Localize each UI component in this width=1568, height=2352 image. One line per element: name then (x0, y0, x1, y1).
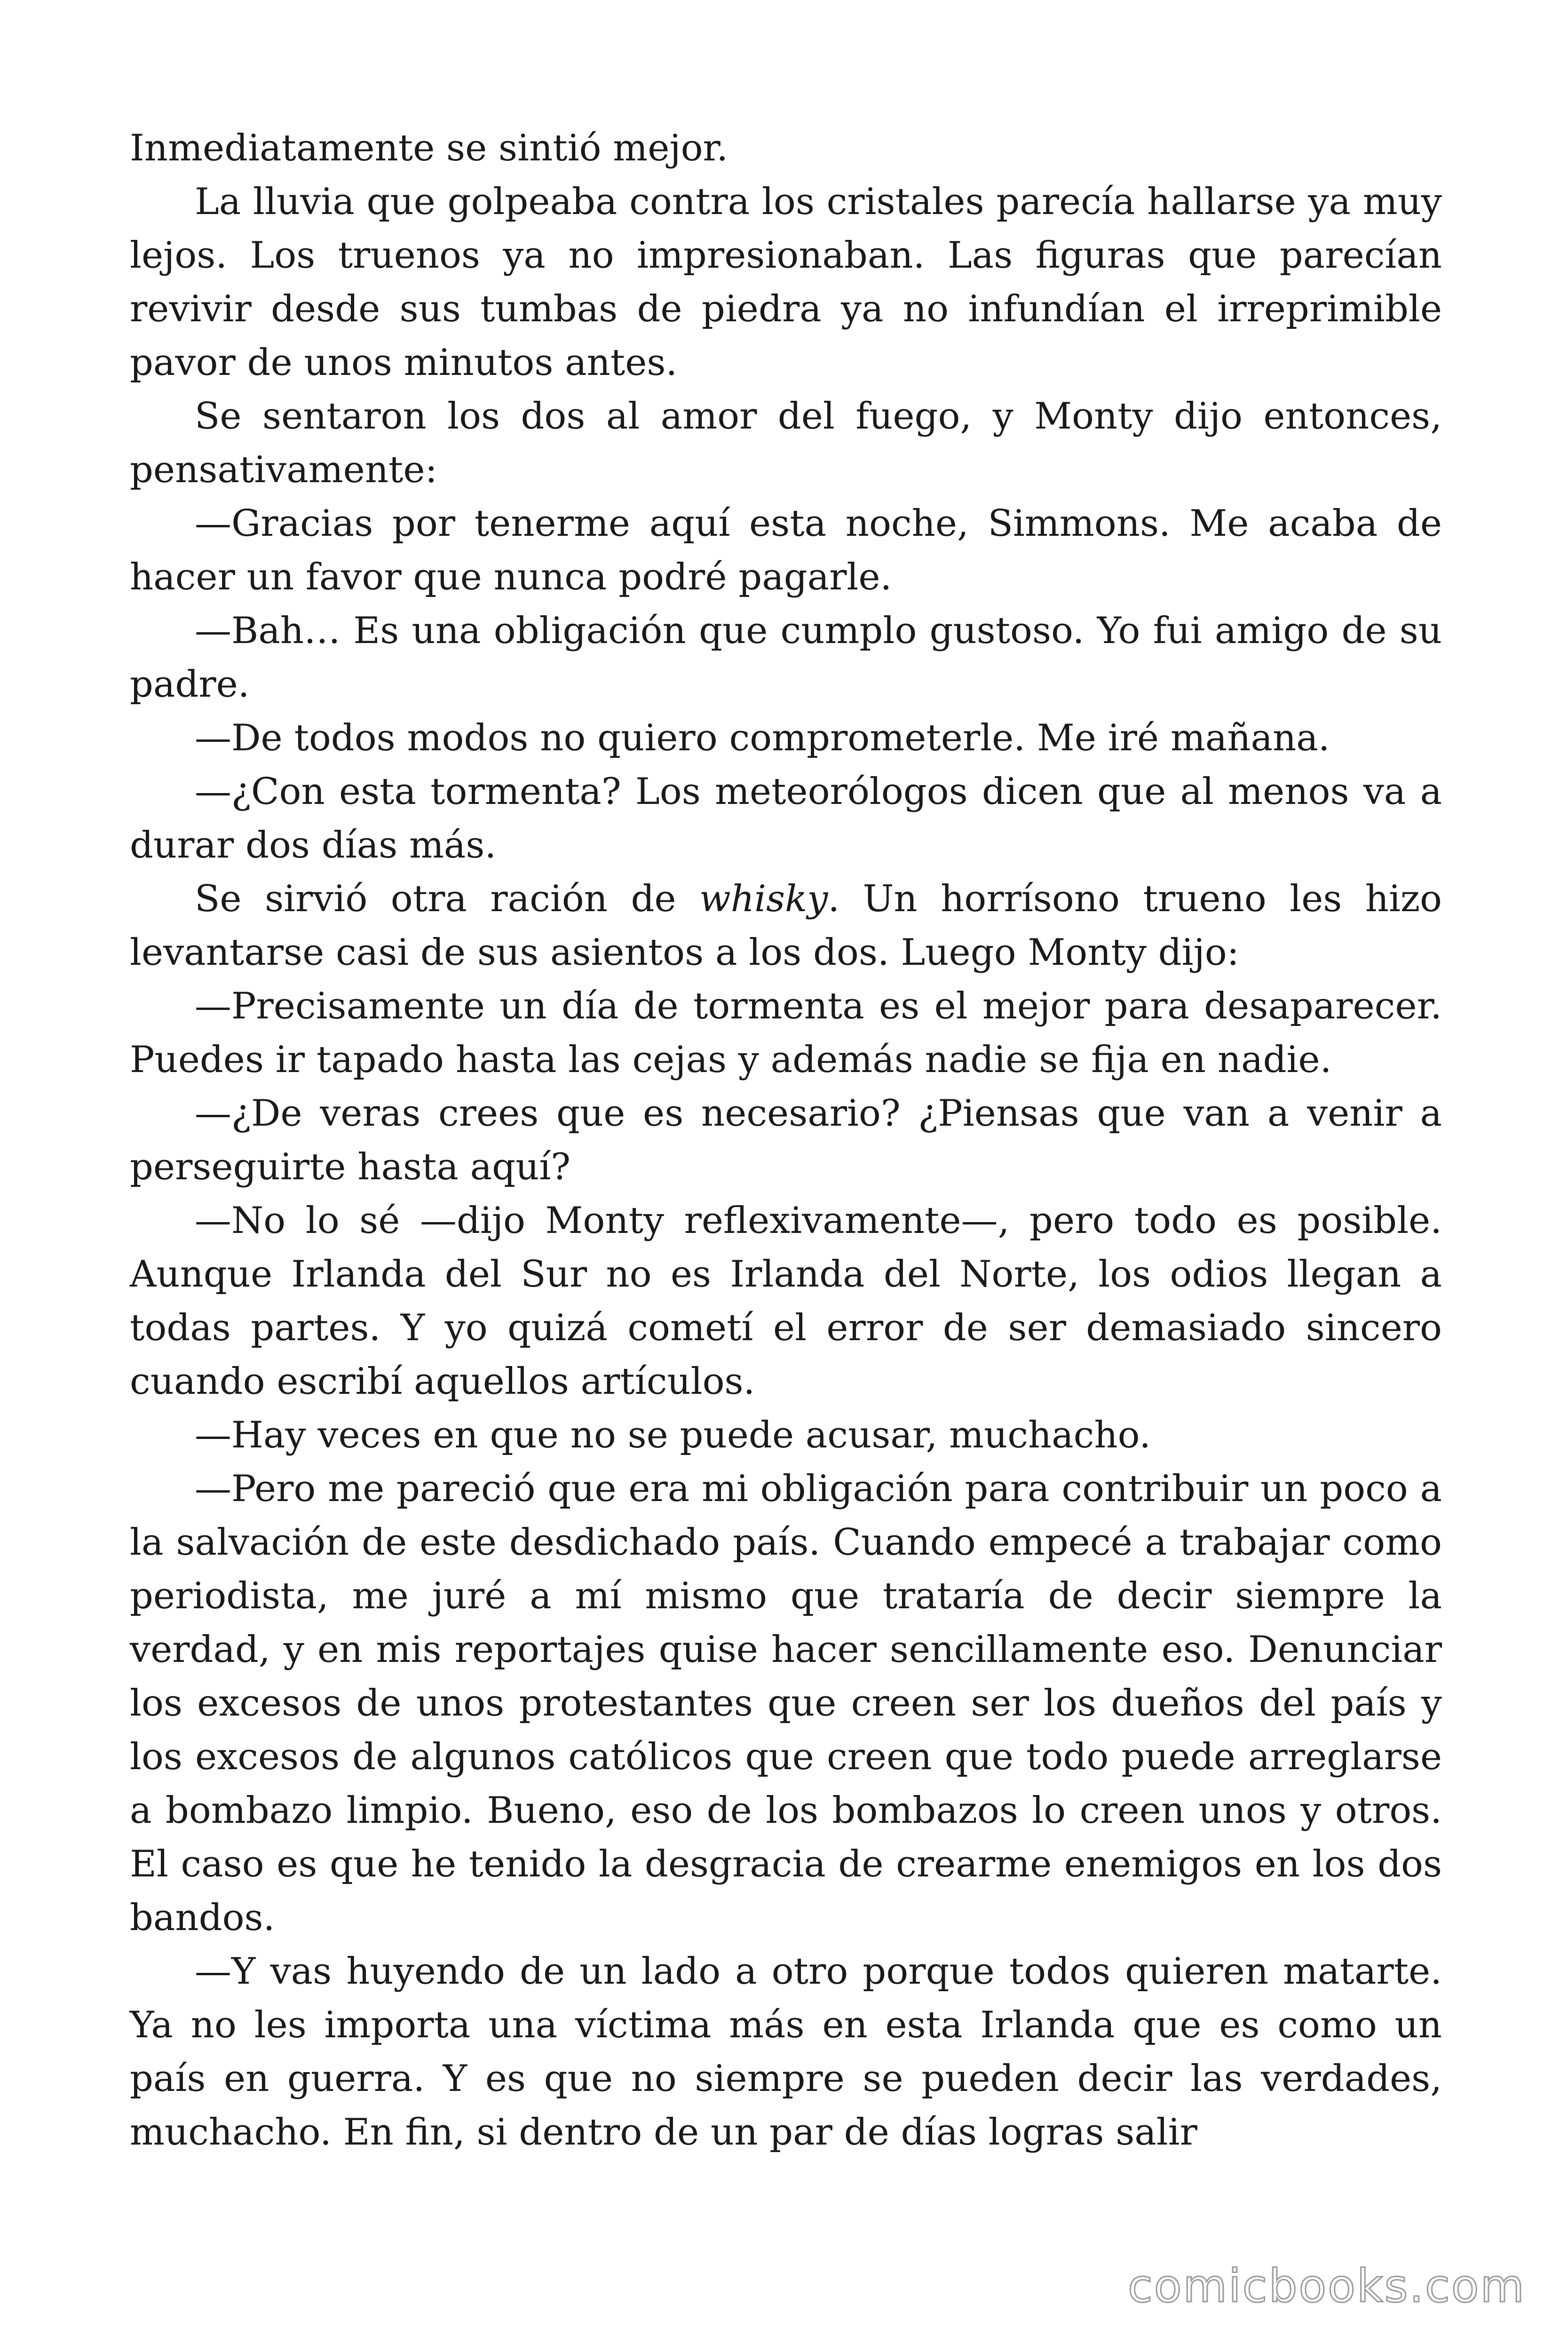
watermark-logo: comicbooks.com (1127, 2260, 1526, 2312)
paragraph-12: —Hay veces en que no se puede acusar, muchacho. (195, 1414, 1151, 1456)
paragraph-2: La lluvia que golpeaba contra los cristales parecía hallarse ya muy lejos. Los truenos ya no impresionaban. Las figuras que parecían revivir desde sus tumbas de piedra ya no infundían el irreprimible pavor de unos minutos antes. (130, 181, 1442, 384)
paragraph-8 (130, 872, 1442, 979)
paragraph-6: —De todos modos no quiero comprometerle. Me iré mañana. (195, 717, 1330, 759)
paragraph-14: —Y vas huyendo de un lado a otro porque todos quieren matarte. Ya no les importa una víctima más en esta Irlanda que es como un país en guerra. Y es que no siempre se pueden decir las verdades, muchacho. En fin, si dentro de un par de días logras salir (130, 1950, 1442, 2153)
paragraph-9: —Precisamente un día de tormenta es el mejor para desaparecer. Puedes ir tapado hasta las cejas y además nadie se fija en nadie. (130, 985, 1442, 1081)
paragraph-1: Inmediatamente se sintió mejor. (130, 127, 729, 169)
paragraph-7: —¿Con esta tormenta? Los meteorólogos dicen que al menos va a durar dos días más. (130, 771, 1442, 866)
paragraph-8-after: . Un horrísono trueno les hizo levantarse casi de sus asientos a los dos. Luego Monty dijo: (130, 878, 1442, 974)
paragraph-5: —Bah… Es una obligación que cumplo gustoso. Yo fui amigo de su padre. (130, 610, 1442, 706)
paragraph-11: —No lo sé —dijo Monty reflexivamente—, pero todo es posible. Aunque Irlanda del Sur no es Irlanda del Norte, los odios llegan a todas partes. Y yo quizá cometí el error de ser demasiado sincero cuando escribí aquellos artículos. (130, 1200, 1442, 1403)
paragraph-4: —Gracias por tenerme aquí esta noche, Simmons. Me acaba de hacer un favor que nunca podré pagarle. (130, 502, 1442, 598)
paragraph-13: —Pero me pareció que era mi obligación para contribuir un poco a la salvación de este desdichado país. Cuando empecé a trabajar como periodista, me juré a mí mismo que trataría de decir siempre la verdad, y en mis reportajes quise hacer sencillamente eso. Denunciar los excesos de unos protestantes que creen ser los dueños del país y los excesos de algunos católicos que creen que todo puede arreglarse a bombazo limpio. Bueno, eso de los bombazos lo creen unos y otros. El caso es que he tenido la desgracia de crearme enemigos en los dos bandos. (130, 1468, 1442, 1939)
paragraph-3: Se sentaron los dos al amor del fuego, y Monty dijo entonces, pensativamente: (130, 395, 1442, 491)
book-page (130, 121, 1442, 2224)
paragraph-8-before: Se sirvió otra ración de (195, 878, 700, 920)
paragraph-10: —¿De veras crees que es necesario? ¿Piensas que van a venir a perseguirte hasta aquí? (130, 1092, 1442, 1188)
paragraph-8-italic: whisky (699, 878, 828, 920)
